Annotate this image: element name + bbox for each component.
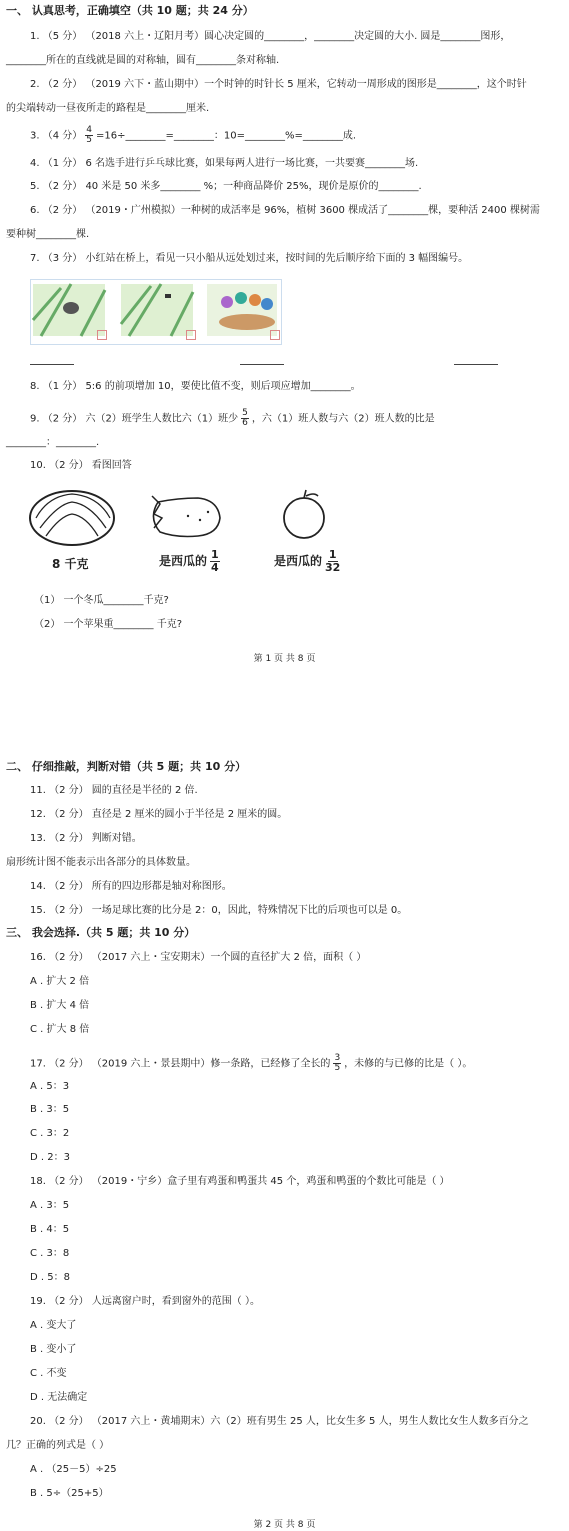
wax-gourd-caption: 是西瓜的 $\frac{1}{4}$ [159,548,219,574]
q13-statement: 扇形统计图不能表示出各部分的具体数量。 [6,857,196,868]
q15: 15. （2 分） 一场足球比赛的比分是 2：0，因此，特殊情况下比的后项也可以是 0。 [30,905,408,916]
q6-line2: 要种树________棵. [6,229,90,240]
q10-sub2: （2） 一个苹果重________ 千克? [34,619,183,630]
section-1-heading: 一、 认真思考，正确填空（共 10 题；共 24 分） [6,4,254,17]
answer-box-1[interactable] [97,330,107,340]
apple-caption: 是西瓜的 $\frac{1}{32}$ [274,548,341,574]
q17: 17. （2 分） （2019 六上・景县期中）修一条路，已经修了全长的 $\frac{3}{5}$ ，未修的与已修的比是（ ）。 [30,1053,473,1073]
q6-line1: 6. （2 分） （2019・广州模拟）一种树的成活率是 96%，植树 3600 棵成活了________棵，要种活 2400 棵树需 [30,205,540,216]
section-3-heading: 三、 我会选择.（共 5 题；共 10 分） [6,926,196,939]
q13: 13. （2 分） 判断对错。 [30,833,142,844]
q12: 12. （2 分） 直径是 2 厘米的圆小于半径是 2 厘米的圆。 [30,809,288,820]
q4: 4. （1 分） 6 名选手进行乒乓球比赛，如果每两人进行一场比赛，一共要赛________场. [30,158,419,169]
q2-line2: 的尖端转动一昼夜所走的路程是________厘米. [6,103,210,114]
q17-option-b[interactable]: B . 3：5 [30,1104,70,1115]
q17-option-c[interactable]: C . 3：2 [30,1128,70,1139]
page-2-footer: 第 2 页 共 8 页 [253,1520,316,1530]
q16: 16. （2 分） （2017 六上・宝安期末）一个圆的直径扩大 2 倍，面积（ ） [30,952,367,963]
blank-3[interactable] [454,364,498,365]
q10: 10. （2 分） 看图回答 [30,460,132,471]
blank-1[interactable] [30,364,74,365]
q7: 7. （3 分） 小红站在桥上，看见一只小船从远处划过来，按时间的先后顺序给下面的 3 幅图编号。 [30,253,469,264]
apple-icon [284,490,324,538]
q19-option-c[interactable]: C . 不变 [30,1368,67,1379]
page-1-footer: 第 1 页 共 8 页 [253,654,316,664]
q19-option-b[interactable]: B . 变小了 [30,1344,77,1355]
wax-gourd-icon [152,496,220,537]
q18-option-c[interactable]: C . 3：8 [30,1248,70,1259]
boat-picture-frame [30,279,282,345]
q5: 5. （2 分） 40 米是 50 米多________ %；一种商品降价 25%，现价是原价的________. [30,181,422,192]
q9-line2: ________：________. [6,437,100,448]
boat-pictures [31,280,281,344]
q19: 19. （2 分） 人远离窗户时，看到窗外的范围（ ）。 [30,1296,260,1307]
q18-option-d[interactable]: D . 5：8 [30,1272,70,1283]
q1-line1: 1. （5 分） （2018 六上・辽阳月考）圆心决定圆的________，________决定圆的大小. 圆是________图形， [30,31,511,42]
watermelon-caption: 8 千克 [52,557,89,571]
q1-line2: ________所在的直线就是圆的对称轴，圆有________条对称轴. [6,55,280,66]
q16-option-b[interactable]: B . 扩大 4 倍 [30,1000,90,1011]
blank-2[interactable] [240,364,284,365]
q16-option-c[interactable]: C . 扩大 8 倍 [30,1024,90,1035]
q17-option-d[interactable]: D . 2：3 [30,1152,70,1163]
q20-line2: 几？正确的列式是（ ） [6,1440,110,1451]
q20-option-a[interactable]: A . （25－5）÷25 [30,1464,117,1475]
q18-option-a[interactable]: A . 3：5 [30,1200,70,1211]
answer-box-3[interactable] [270,330,280,340]
q17-option-a[interactable]: A . 5：3 [30,1081,70,1092]
answer-box-2[interactable] [186,330,196,340]
q2-line1: 2. （2 分） （2019 六下・蓝山期中）一个时钟的时针长 5 厘米，它转动一周形成的图形是________，这个时针 [30,79,527,90]
section-2-heading: 二、 仔细推敲，判断对错（共 5 题；共 10 分） [6,760,247,773]
q10-sub1: （1） 一个冬瓜________千克? [34,595,169,606]
q14: 14. （2 分） 所有的四边形都是轴对称图形。 [30,881,232,892]
q8: 8. （1 分） 5:6 的前项增加 10，要使比值不变，则后项应增加________。 [30,381,361,392]
q18: 18. （2 分） （2019・宁乡）盒子里有鸡蛋和鸭蛋共 45 个，鸡蛋和鸭蛋的个数比可能是（ ） [30,1176,450,1187]
q18-option-b[interactable]: B . 4：5 [30,1224,70,1235]
q9-line1: 9. （2 分） 六（2）班学生人数比六（1）班少 $\frac{5}{6}$ ，六（1）班人数与六（2）班人数的比是 [30,408,435,428]
q10-figures [28,488,328,548]
q19-option-d[interactable]: D . 无法确定 [30,1392,88,1403]
q20-option-b[interactable]: B . 5÷（25+5） [30,1488,109,1499]
q16-option-a[interactable]: A . 扩大 2 倍 [30,976,90,987]
watermelon-icon [30,491,114,545]
q3: 3. （4 分） $\frac{4}{5}$ =16÷________=________：10=________%=________成. [30,125,357,145]
q20-line1: 20. （2 分） （2017 六上・黄埔期末）六（2）班有男生 25 人，比女生多 5 人，男生人数比女生人数多百分之 [30,1416,529,1427]
q11: 11. （2 分） 圆的直径是半径的 2 倍. [30,785,198,796]
q19-option-a[interactable]: A . 变大了 [30,1320,77,1331]
